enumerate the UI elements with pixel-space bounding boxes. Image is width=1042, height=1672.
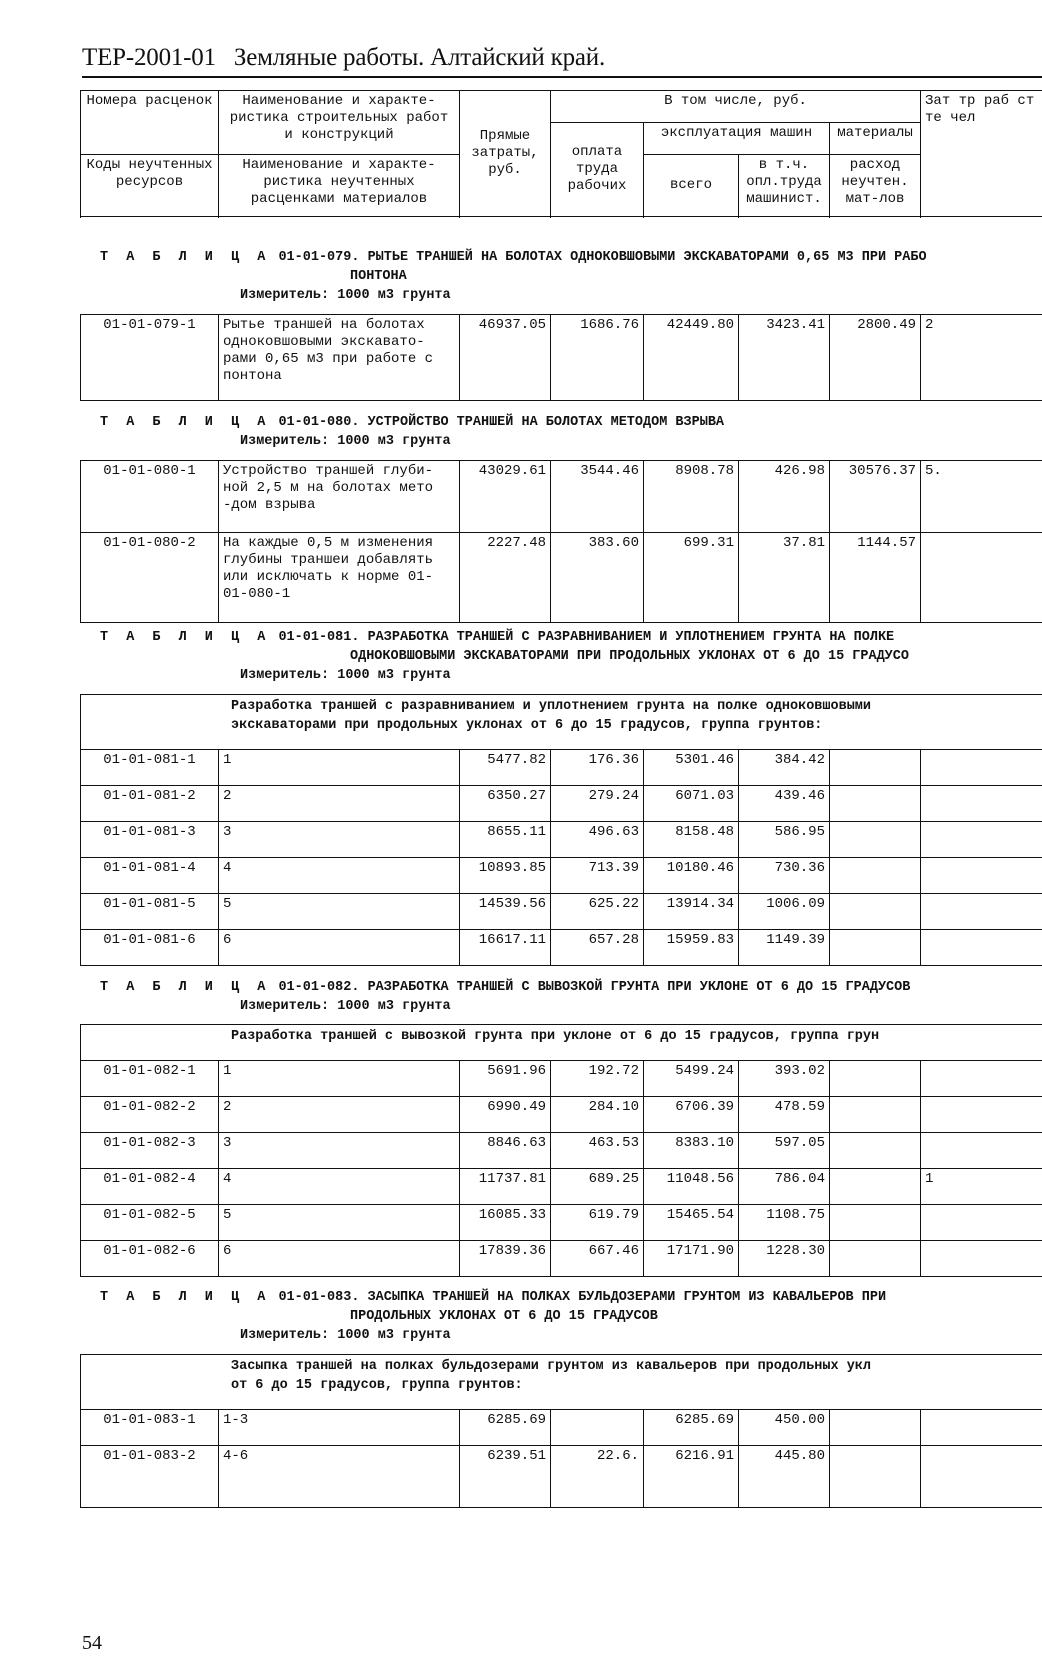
col-machines-total: всего: [644, 155, 739, 217]
section-title-083: Т А Б Л И Ц А 01-01-083. ЗАСЫПКА ТРАНШЕЙ НА ПОЛКАХ БУЛЬДОЗЕРАМИ ГРУНТОМ ИЗ КАВАЛЬЕРОВ ПРИ ПРОДОЛЬНЫХ УКЛОНАХ ОТ 6 ДО 15 ГРАДУСОВ Измеритель: 1000 м3 грунта: [100, 1290, 887, 1343]
table-row: 01-01-081-5 5 14539.56 625.22 13914.34 1006.09: [81, 894, 1042, 930]
table-row: 01-01-083-1 1-3 6285.69 6285.69 450.00: [81, 1410, 1042, 1446]
col-material-consumption: расход неучтен. мат-лов: [830, 155, 921, 217]
header-rule: [82, 76, 1042, 78]
rates-table-081: [80, 694, 1042, 966]
col-materials: материалы: [830, 123, 921, 155]
col-including: В том числе, руб.: [551, 91, 921, 123]
table-row: 01-01-082-2 2 6990.49 284.10 6706.39 478.59: [81, 1097, 1042, 1133]
col-machines: эксплуатация машин: [644, 123, 830, 155]
col-direct-costs: Прямые затраты, руб.: [460, 91, 551, 217]
table-row: 01-01-082-3 3 8846.63 463.53 8383.10 597.05: [81, 1133, 1042, 1169]
document-title: Земляные работы. Алтайский край.: [233, 44, 606, 71]
column-header-table: [80, 90, 1042, 217]
rates-table-082: [80, 1024, 1042, 1277]
section-title-082: Т А Б Л И Ц А 01-01-082. РАЗРАБОТКА ТРАНШЕЙ С ВЫВОЗКОЙ ГРУНТА ПРИ УКЛОНЕ ОТ 6 ДО 15 ГРАДУСОВ Измеритель: 1000 м3 грунта: [100, 980, 911, 1014]
measure-unit: Измеритель: 1000 м3 грунта: [240, 668, 451, 683]
rates-table-080: [80, 460, 1042, 623]
group-header-row: Разработка траншей с разравниванием и уплотнением грунта на полке одноковшовыми экскаваторами при продольных уклонах от 6 до 15 градусов, группа грунтов:: [81, 695, 1042, 750]
table-row: 01-01-082-4 4 11737.81 689.25 11048.56 786.04 1: [81, 1169, 1042, 1205]
col-name: Наименование и характе-ристика строительных работ и конструкций: [219, 91, 460, 155]
section-title-079: Т А Б Л И Ц А 01-01-079. РЫТЬЕ ТРАНШЕЙ НА БОЛОТАХ ОДНОКОВШОВЫМИ ЭКСКАВАТОРАМИ 0,65 М3 ПРИ РАБО ПОНТОНА Измеритель: 1000 м3 грунта: [100, 250, 927, 303]
table-row: 01-01-082-5 5 16085.33 619.79 15465.54 1108.75: [81, 1205, 1042, 1241]
group-header-row: Разработка траншей с вывозкой грунта при уклоне от 6 до 15 градусов, группа грун: [81, 1025, 1042, 1061]
table-row: 01-01-081-4 4 10893.85 713.39 10180.46 730.36: [81, 858, 1042, 894]
rates-table-083: [80, 1354, 1042, 1508]
measure-unit: Измеритель: 1000 м3 грунта: [240, 1328, 451, 1343]
document-code: ТЕР-2001-01: [82, 44, 216, 71]
running-header: [82, 44, 605, 72]
page-number: 54: [82, 1632, 102, 1654]
col-codes: Коды неучтенных ресурсов: [81, 155, 219, 217]
table-row: 01-01-079-1 Рытье траншей на болотах одноковшовыми экскавато-рами 0,65 м3 при работе с понтона 46937.05 1686.76 42449.80 3423.41 2800.49 2: [81, 315, 1042, 401]
col-labor-wages: оплата труда рабочих: [551, 123, 644, 217]
table-row: 01-01-081-3 3 8655.11 496.63 8158.48 586.95: [81, 822, 1042, 858]
table-row: 01-01-080-2 На каждые 0,5 м изменения глубины траншеи добавлять или исключать к норме 01-01-080-1 2227.48 383.60 699.31 37.81 1144.57: [81, 533, 1042, 623]
col-number: Номера расценок: [81, 91, 219, 155]
section-title-080: Т А Б Л И Ц А 01-01-080. УСТРОЙСТВО ТРАНШЕЙ НА БОЛОТАХ МЕТОДОМ ВЗРЫВА Измеритель: 1000 м3 грунта: [100, 415, 725, 449]
measure-unit: Измеритель: 1000 м3 грунта: [240, 434, 451, 449]
table-row: 01-01-082-1 1 5691.96 192.72 5499.24 393.02: [81, 1061, 1042, 1097]
table-row: 01-01-083-2 4-6 6239.51 22.6. 6216.91 445.80: [81, 1446, 1042, 1508]
measure-unit: Измеритель: 1000 м3 грунта: [240, 999, 451, 1014]
table-row: 01-01-080-1 Устройство траншей глуби-ной 2,5 м на болотах мето -дом взрыва 43029.61 3544.46 8908.78 426.98 30576.37 5.: [81, 461, 1042, 533]
table-row: 01-01-081-1 1 5477.82 176.36 5301.46 384.42: [81, 750, 1042, 786]
rates-table-079: [80, 314, 1042, 401]
table-row: 01-01-081-2 2 6350.27 279.24 6071.03 439.46: [81, 786, 1042, 822]
col-machinist-wages: в т.ч. опл.труда машинист.: [739, 155, 830, 217]
table-row: 01-01-082-6 6 17839.36 667.46 17171.90 1228.30: [81, 1241, 1042, 1277]
group-header-row: Засыпка траншей на полках бульдозерами грунтом из кавальеров при продольных укл от 6 до 15 градусов, группа грунтов:: [81, 1355, 1042, 1410]
table-row: 01-01-081-6 6 16617.11 657.28 15959.83 1149.39: [81, 930, 1042, 966]
col-labor-cut: Зат тр раб ст те чел: [921, 91, 1042, 217]
col-name-unaccounted: Наименование и характе-ристика неучтенных расценками материалов: [219, 155, 460, 217]
measure-unit: Измеритель: 1000 м3 грунта: [240, 288, 451, 303]
section-title-081: Т А Б Л И Ц А 01-01-081. РАЗРАБОТКА ТРАНШЕЙ С РАЗРАВНИВАНИЕМ И УПЛОТНЕНИЕМ ГРУНТА НА ПОЛКЕ ОДНОКОВШОВЫМИ ЭКСКАВАТОРАМИ ПРИ ПРОДОЛЬНЫХ УКЛОНАХ ОТ 6 ДО 15 ГРАДУСО Измеритель: 1000 м3 грунта: [100, 630, 909, 683]
